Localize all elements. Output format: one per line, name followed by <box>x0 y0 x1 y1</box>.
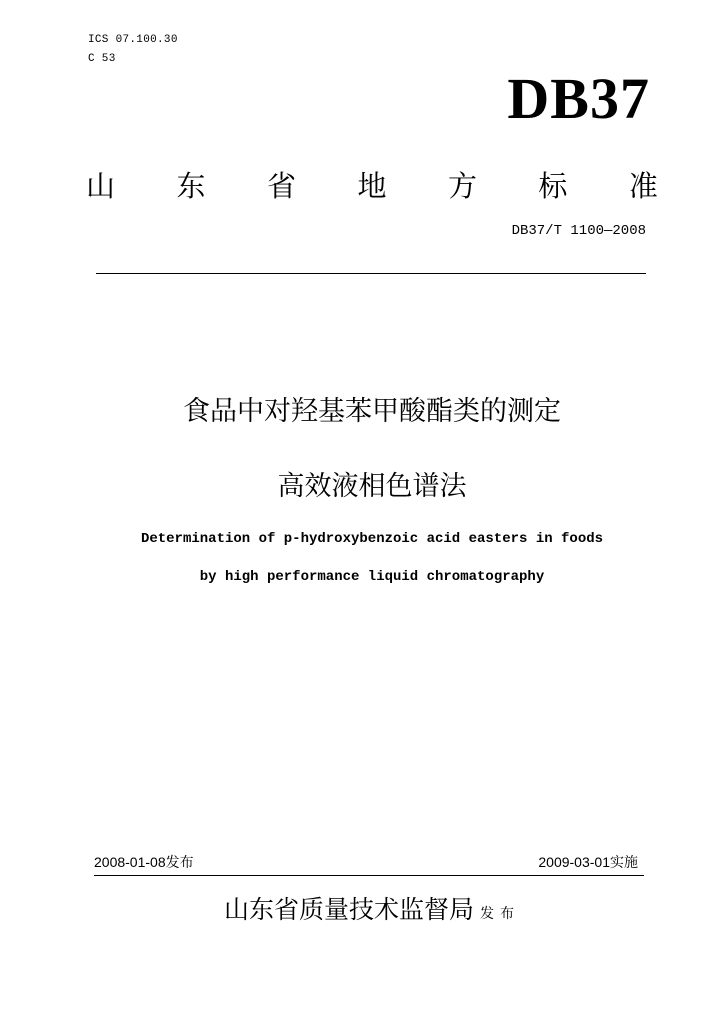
issue-date <box>94 853 194 872</box>
top-divider <box>96 273 646 274</box>
standard-type-char: 东 <box>176 169 206 203</box>
ccs-number: C 53 <box>88 53 116 65</box>
implementation-date-label: 实施 <box>610 855 638 871</box>
title-chinese-line-2: 高效液相色谱法 <box>277 471 467 502</box>
standard-type-char: 标 <box>538 169 568 203</box>
standard-type-char: 准 <box>628 169 658 203</box>
implementation-date-value: 2009-03-01 <box>538 854 610 870</box>
title-english-line-1: Determination of p-hydroxybenzoic acid easters in foods <box>140 531 604 547</box>
title-english-line-2: by high performance liquid chromatography <box>199 569 545 585</box>
standard-number: DB37/T 1100—2008 <box>511 223 646 239</box>
issue-date-value: 2008-01-08 <box>94 854 166 870</box>
issuing-authority: 山东省质量技术监督局 <box>223 895 474 924</box>
standard-type-heading <box>86 168 658 204</box>
standard-type-char: 山 <box>86 169 116 203</box>
standard-type-char: 省 <box>266 169 296 203</box>
title-chinese-line-1: 食品中对羟基苯甲酸酯类的测定 <box>183 396 561 427</box>
implementation-date <box>538 853 638 872</box>
issue-date-label: 发布 <box>165 855 194 871</box>
ics-number: ICS 07.100.30 <box>88 34 178 46</box>
standard-code: DB37 <box>507 66 650 131</box>
issuer-line <box>0 893 724 927</box>
standard-type-char: 方 <box>447 169 477 203</box>
issue-action: 发布 <box>480 906 520 922</box>
bottom-divider <box>94 875 644 876</box>
standard-type-char: 地 <box>357 169 387 203</box>
